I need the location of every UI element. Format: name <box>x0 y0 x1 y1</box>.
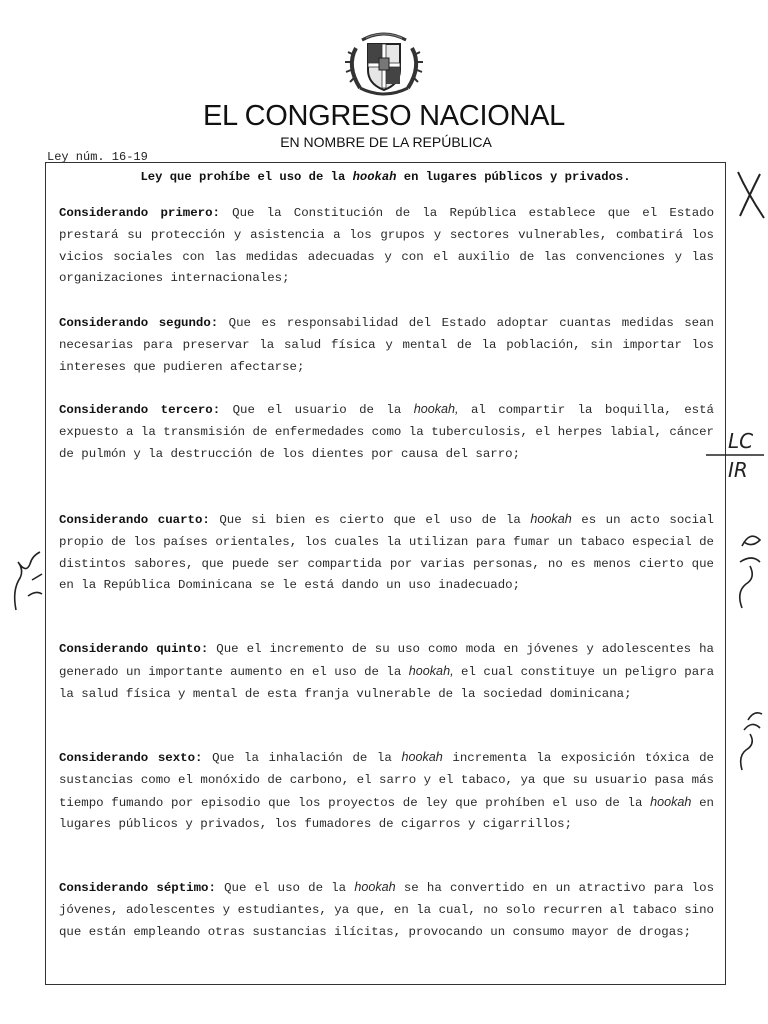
page-title: EL CONGRESO NACIONAL <box>203 100 565 132</box>
recital-paragraph <box>59 203 714 290</box>
recital-text: Que si bien es cierto que el uso de la <box>209 513 531 527</box>
recital-paragraph <box>59 747 714 836</box>
recital-label: Considerando tercero: <box>59 403 221 417</box>
document-title: Ley que prohíbe el uso de la hookah en lugares públicos y privados. <box>140 170 631 184</box>
page-subtitle: EN NOMBRE DE LA REPÚBLICA <box>280 134 492 150</box>
recital-paragraph <box>59 399 714 465</box>
recital-paragraph <box>59 313 714 378</box>
recital-label: Considerando primero: <box>59 206 220 220</box>
recital-paragraph <box>59 877 714 943</box>
recital-emphasis: hookah <box>401 750 443 764</box>
law-number: Ley núm. 16-19 <box>47 150 148 164</box>
recital-text: Que la Constitución de la República establece que el Estado prestará su protección y asistencia a los grupos y sectores vulnerables, combatirá los vicios sociales con las medidas adecuadas y con el auxilio de las convenciones y las organizaciones internacionales; <box>59 206 715 286</box>
recital-text: Que el usuario de la <box>220 403 414 417</box>
recital-paragraph <box>59 509 714 597</box>
recital-label: Considerando sexto: <box>59 751 203 765</box>
left-margin-signature <box>10 540 48 618</box>
recital-text: es un acto social propio de los países orientales, los cuales la utilizan para fumar un tabaco especial de distintos sabores, que puede ser compartida por varias personas, no es menos cierto que en la República Dominicana se le está dando un uso inadecuado; <box>59 513 714 593</box>
recital-text: al compartir la boquilla, está expuesto a la transmisión de enfermedades como la tuberculosis, el herpes labial, cáncer de pulmón y la destrucción de los dientes por causa del sarro; <box>59 403 714 461</box>
recital-text: Que el incremento de su uso como moda en jóvenes y adolescentes ha generado un importante aumento en el uso de la <box>59 642 714 679</box>
recital-emphasis: hookah <box>530 512 572 526</box>
recital-label: Considerando séptimo: <box>59 881 216 895</box>
recital-text: el cual constituye un peligro para la salud física y mental de esta franja vulnerable de la sociedad dominicana; <box>59 664 714 701</box>
recital-text: Que la inhalación de la <box>202 751 402 765</box>
recital-emphasis: hookah <box>354 880 396 894</box>
recital-text: Que es responsabilidad del Estado adoptar cuantas medidas sean necesarias para preservar la salud física y mental de la población, sin importar los intereses que pudieren afectarse; <box>59 316 714 374</box>
recital-label: Considerando cuarto: <box>59 513 210 527</box>
recital-paragraph <box>59 639 714 705</box>
right-margin-signature-2 <box>734 706 768 776</box>
recital-emphasis: hookah, <box>413 402 459 416</box>
recital-text: Que el uso de la <box>215 881 355 895</box>
margin-initials-top: LC <box>728 429 754 453</box>
margin-initials-bottom: IR <box>728 458 748 482</box>
coat-of-arms-seal <box>342 26 426 98</box>
recital-emphasis: hookah <box>650 794 692 809</box>
recital-text: en lugares públicos y privados, los fumadores de cigarros y cigarrillos; <box>59 795 714 832</box>
margin-x-mark <box>734 168 768 224</box>
recital-label: Considerando segundo: <box>59 316 219 330</box>
recital-label: Considerando quinto: <box>59 642 209 656</box>
recital-text: se ha convertido en un atractivo para los jóvenes, adolescentes y estudiantes, ya que, en la cual, no solo recurren al tabaco sino que están empleando otras sustancias ilícitas, provocando un consumo mayor de drogas; <box>59 881 715 939</box>
recital-text: incrementa la exposición tóxica de sustancias como el monóxido de carbono, el sarro y el tabaco, ya que su usuario pasa más tiempo fumando por episodio que los proyectos de ley que prohíben el uso de la <box>59 751 714 810</box>
recital-emphasis: hookah, <box>408 663 454 678</box>
right-margin-signature-1 <box>732 522 768 614</box>
